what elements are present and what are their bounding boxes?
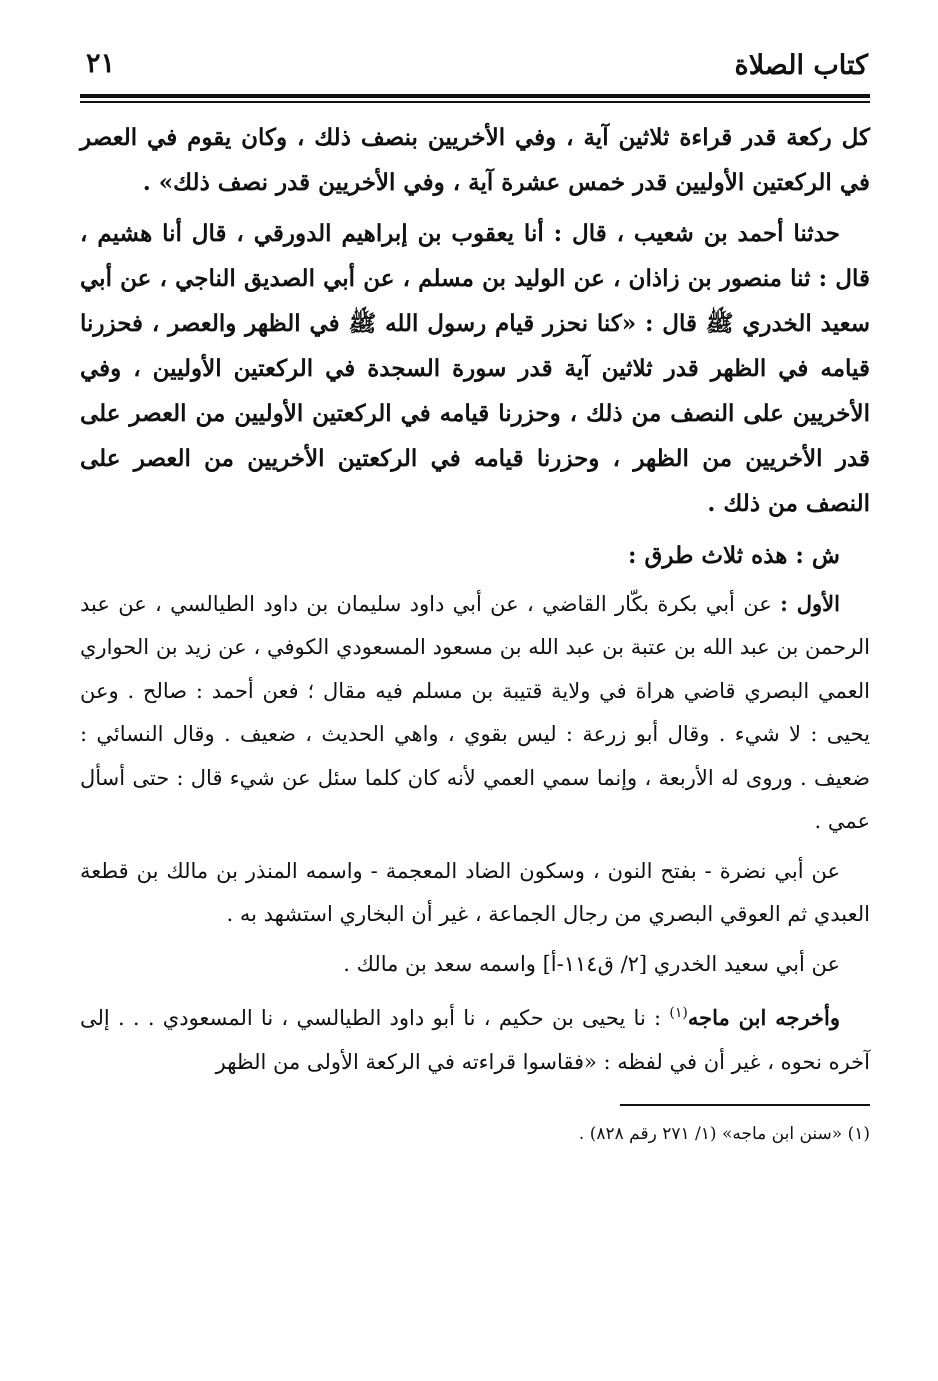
commentary-heading: ش : هذه ثلاث طرق : (628, 541, 840, 569)
ibn-majah-label: وأخرجه ابن ماجه (687, 1005, 840, 1030)
book-page (80, 40, 870, 1150)
footnote-rule (620, 1104, 870, 1106)
first-path-text: عن أبي بكرة بكّار القاضي ، عن أبي داود سليمان بن داود الطيالسي ، عن عبد الرحمن بن عبد الله بن عتبة بن عبد الله بن مسعود المسعودي الكوفي ، عن زيد بن الحواري العمي البصري قاضي هراة في ولاية قتيبة بن مسلم فيه مقال ؛ فعن أحمد : صالح . وعن يحيى : لا شيء . وقال أبو زرعة : ليس بقوي ، واهي الحديث ، ضعيف . وقال النسائي : ضعيف . وروى له الأربعة ، وإنما سمي العمي لأنه كان كلما سئل عن شيء قال : حتى أسأل عمي . (80, 591, 870, 833)
first-path-label: الأول : (780, 590, 840, 616)
footnote-ref: (١) (669, 1005, 688, 1021)
paragraph-hadith-chain: حدثنا أحمد بن شعيب ، قال : أنا يعقوب بن إبراهيم الدورقي ، قال أنا هشيم ، قال : ثنا منصور بن زاذان ، عن الوليد بن مسلم ، عن أبي الصديق الناجي ، عن أبي سعيد الخدري ﷺ قال : «كنا نحزر قيام رسول الله ﷺ في الظهر والعصر ، فحزرنا قيامه في الظهر قدر ثلاثين آية قدر سورة السجدة في الركعتين الأوليين ، وفي الأخريين على النصف من ذلك ، وحزرنا قيامه في الركعتين الأوليين من العصر على قدر الأخريين من الظهر ، وحزرنا قيامه في الركعتين الأخريين من العصر على النصف من ذلك . (80, 219, 870, 517)
paragraph-abu-nadra: عن أبي نضرة - بفتح النون ، وسكون الضاد المعجمة - واسمه المنذر بن مالك بن قطعة العبدي ثم العوقي البصري من رجال الجماعة ، غير أن البخاري استشهد به . (80, 858, 870, 926)
running-title: كتاب الصلاة (734, 50, 868, 81)
page-number: ٢١ (86, 48, 116, 79)
paragraph-abu-said: عن أبي سعيد الخدري [٢/ ق١١٤-أ] واسمه سعد بن مالك . (343, 951, 840, 976)
paragraph-first-path (80, 582, 870, 844)
header-rule-thick (80, 94, 870, 98)
main-text (80, 115, 870, 1085)
footnote: (١) «سنن ابن ماجه» (١/ ٢٧١ رقم ٨٢٨) . (578, 1123, 870, 1144)
ibn-majah-text: : نا يحيى بن حكيم ، نا أبو داود الطيالسي ، نا المسعودي . . . إلى آخره نحوه ، غير أن في لفظه : «فقاسوا قراءته في الركعة الأولى من الظهر (80, 1006, 870, 1074)
page-header (80, 40, 870, 90)
paragraph-ibn-majah (80, 992, 870, 1084)
paragraph-hadith-end: كل ركعة قدر قراءة ثلاثين آية ، وفي الأخريين بنصف ذلك ، وكان يقوم في العصر في الركعتين الأوليين قدر خمس عشرة آية ، وفي الأخريين قدر نصف ذلك» . (80, 123, 870, 196)
header-rule-thin (80, 101, 870, 103)
